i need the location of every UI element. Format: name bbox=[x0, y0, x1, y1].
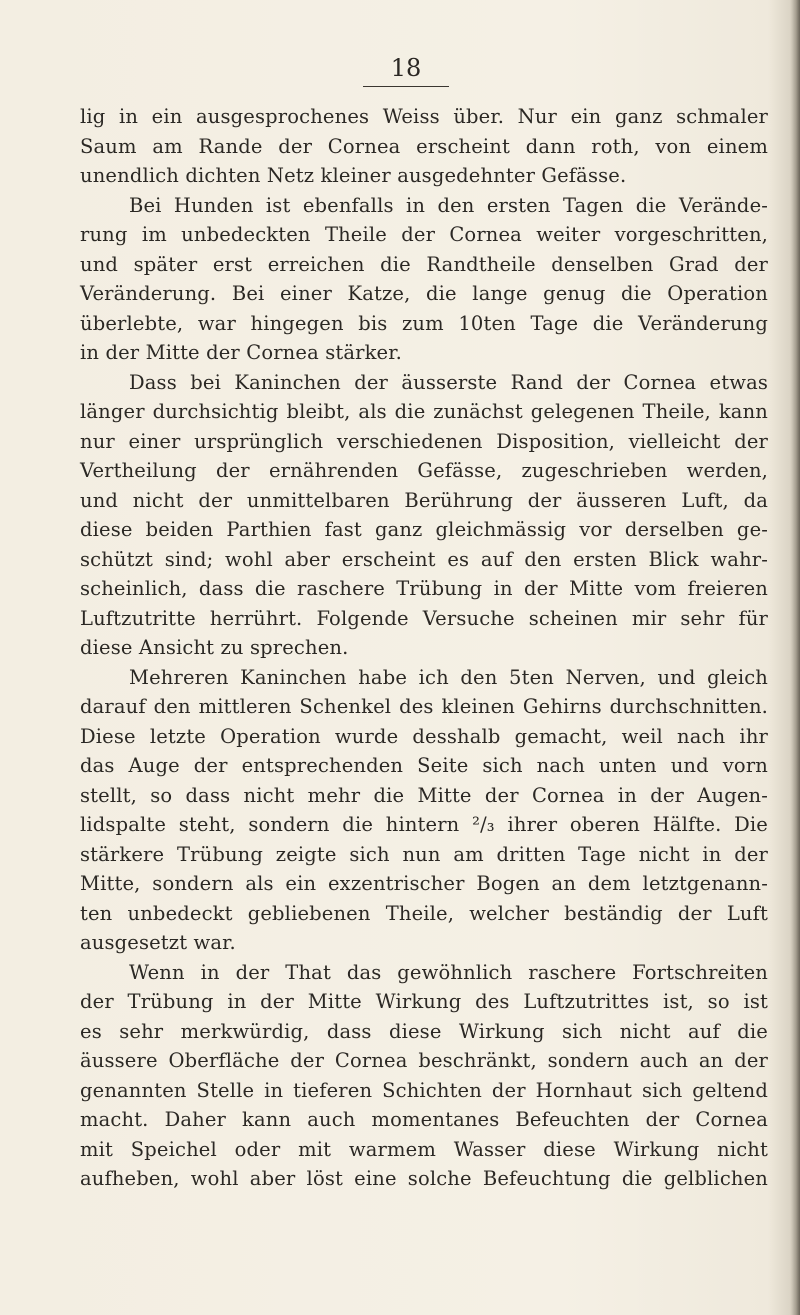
text-line: Saum am Rande der Cornea erscheint dann roth, von einem bbox=[80, 134, 768, 158]
text-line: Vertheilung der ernährenden Gefässe, zugeschrieben werden, bbox=[80, 459, 768, 482]
text-line: äussere Oberfläche der Cornea beschränkt, sondern auch an der bbox=[80, 1049, 768, 1072]
text-line: ten unbedeckt gebliebenen Theile, welcher beständig der Luft bbox=[80, 901, 768, 925]
text-line: der Trübung in der Mitte Wirkung des Luftzutrittes ist, so ist bbox=[80, 990, 768, 1013]
text-line: und nicht der unmittelbaren Berührung der äusseren Luft, da bbox=[80, 488, 768, 512]
text-line: stärkere Trübung zeigte sich nun am dritten Tage nicht in der bbox=[80, 842, 768, 866]
text-line: Diese letzte Operation wurde desshalb gemacht, weil nach ihr bbox=[80, 724, 768, 748]
text-line: lidspalte steht, sondern die hintern ²/₃ ihrer oberen Hälfte. Die bbox=[80, 813, 768, 836]
text-line: länger durchsichtig bleibt, als die zunächst gelegenen Theile, kann bbox=[80, 400, 768, 423]
text-line: genannten Stelle in tieferen Schichten der Hornhaut sich geltend bbox=[80, 1078, 768, 1102]
text-line: scheinlich, dass die raschere Trübung in der Mitte vom freieren bbox=[80, 577, 768, 600]
page-edge-shadow bbox=[790, 0, 800, 1315]
text-line: es sehr merkwürdig, dass diese Wirkung sich nicht auf die bbox=[80, 1019, 768, 1043]
page-number: 18 bbox=[363, 52, 449, 87]
text-line: überlebte, war hingegen bis zum 10ten Tage die Veränderung bbox=[80, 311, 768, 335]
text-line: das Auge der entsprechenden Seite sich nach unten und vorn bbox=[80, 754, 768, 777]
text-line: unendlich dichten Netz kleiner ausgedehnter Gefässe. bbox=[80, 164, 627, 187]
text-line: ausgesetzt war. bbox=[80, 931, 236, 954]
text-line: darauf den mittleren Schenkel des kleinen Gehirns durchschnitten. bbox=[80, 695, 768, 718]
text-line: nur einer ursprünglich verschiedenen Disposition, vielleicht der bbox=[80, 429, 768, 453]
text-line: diese Ansicht zu sprechen. bbox=[80, 636, 349, 659]
text-line: lig in ein ausgesprochenes Weiss über. Nur ein ganz schmaler bbox=[80, 105, 768, 128]
text-line: rung im unbedeckten Theile der Cornea weiter vorgeschritten, bbox=[80, 223, 768, 246]
text-line: und später erst erreichen die Randtheile denselben Grad der bbox=[80, 252, 768, 276]
text-line: Wenn in der That das gewöhnlich raschere Fortschreiten bbox=[129, 960, 768, 984]
text-line: Luftzutritte herrührt. Folgende Versuche scheinen mir sehr für bbox=[80, 606, 768, 630]
text-line: schützt sind; wohl aber erscheint es auf den ersten Blick wahr- bbox=[80, 547, 768, 571]
text-line: mit Speichel oder mit warmem Wasser diese Wirkung nicht bbox=[80, 1137, 768, 1161]
body-text bbox=[80, 102, 768, 1194]
text-line: Dass bei Kaninchen der äusserste Rand der Cornea etwas bbox=[129, 370, 768, 394]
text-line: diese beiden Parthien fast ganz gleichmässig vor derselben ge- bbox=[80, 518, 768, 541]
text-line: Veränderung. Bei einer Katze, die lange genug die Operation bbox=[80, 282, 768, 305]
text-line: in der Mitte der Cornea stärker. bbox=[80, 341, 402, 364]
text-line: Bei Hunden ist ebenfalls in den ersten Tagen die Verände- bbox=[129, 193, 768, 217]
text-line: Mitte, sondern als ein exzentrischer Bogen an dem letztgenann- bbox=[80, 872, 768, 895]
text-line: macht. Daher kann auch momentanes Befeuchten der Cornea bbox=[80, 1108, 768, 1131]
text-line: stellt, so dass nicht mehr die Mitte der Cornea in der Augen- bbox=[80, 783, 768, 807]
text-line: Mehreren Kaninchen habe ich den 5ten Nerven, und gleich bbox=[129, 665, 768, 689]
text-line: aufheben, wohl aber löst eine solche Befeuchtung die gelblichen bbox=[80, 1167, 768, 1190]
